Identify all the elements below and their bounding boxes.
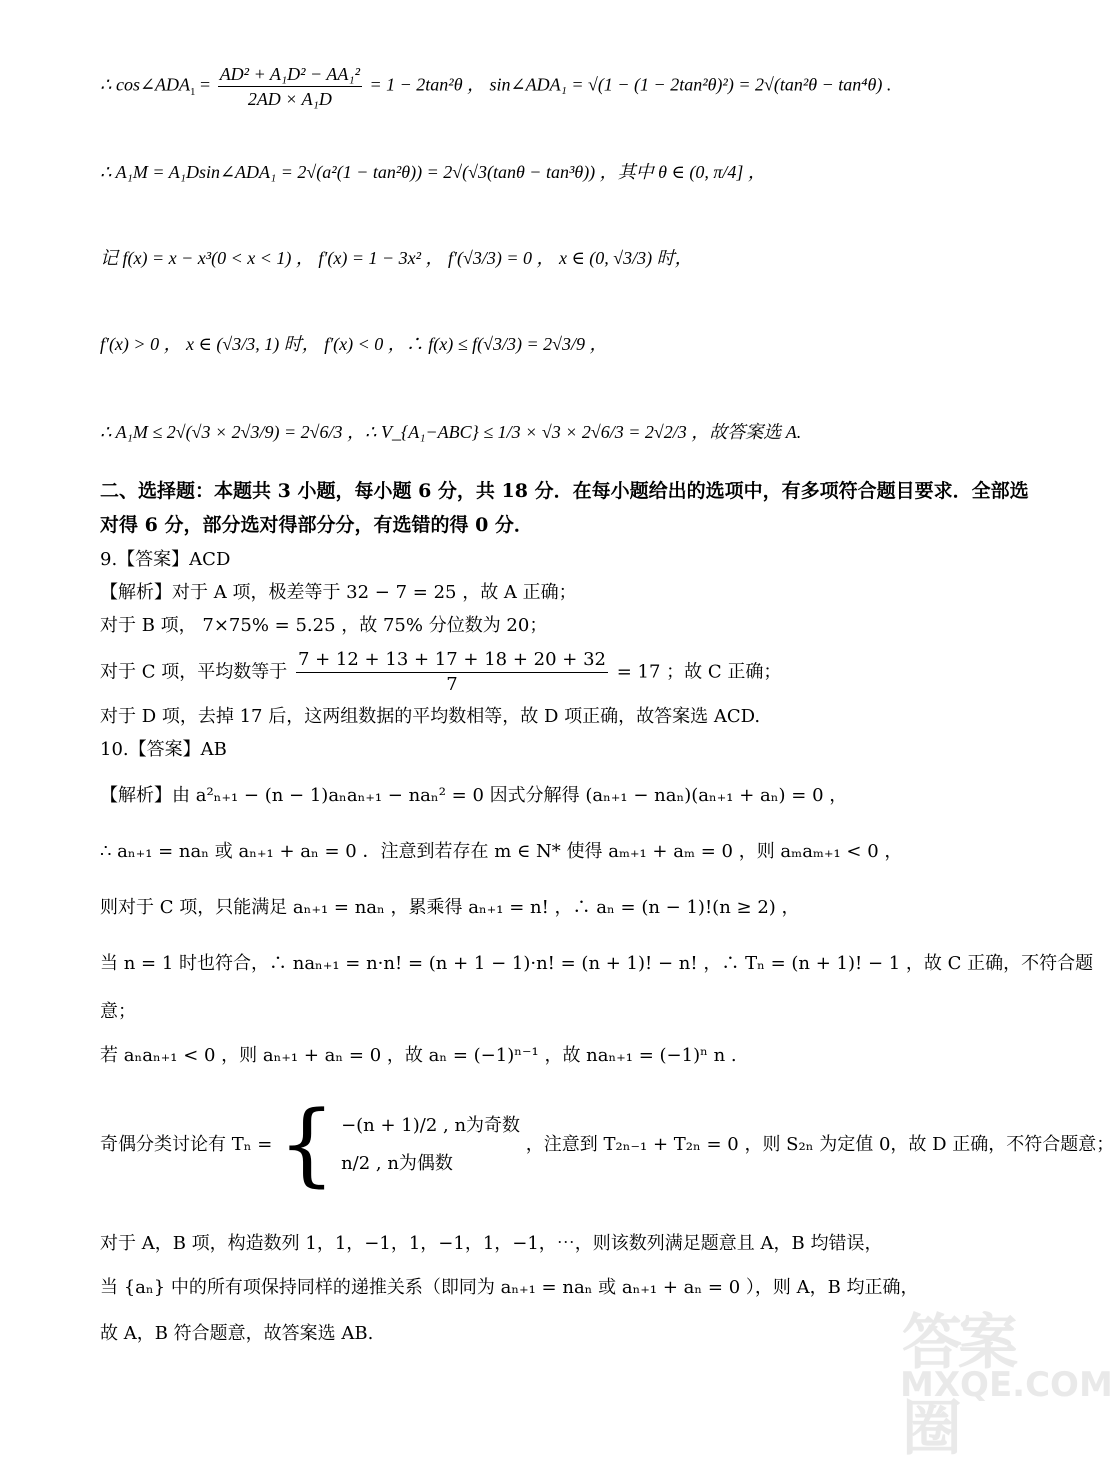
watermark-en-text: MXQE.COM [900,1365,1113,1405]
q9-c-label: 对于 C 项，平均数等于 [100,661,288,683]
piecewise-label: 奇偶分类讨论有 Tₙ = [100,1134,273,1155]
sin-expression: = 1 − 2tan²θ ， sin∠ADA₁ = √(1 − (1 − 2tan²θ)²) = 2√(tan²θ − tan⁴θ) . [369,74,892,95]
q10-answer: 10.【答案】AB [100,739,227,760]
q9-answer: 9.【答案】ACD [100,549,231,570]
derivation-line-4: f′(x) > 0 ， x ∈ (√3/3, 1) 时， f′(x) < 0 ，∴ f(x) ≤ f(√3/3) = 2√3/9 ， [100,334,608,354]
piecewise-case-odd: −(n + 1)/2 , n为奇数 [341,1115,521,1136]
derivation-line-5: ∴ A₁M ≤ 2√(√3 × 2√3/9) = 2√6/3 ，∴ V_{A₁−ABC} ≤ 1/3 × √3 × 2√6/3 = 2√2/3 ，故答案选 A. [100,422,802,442]
q10-analysis-5: 若 aₙaₙ₊₁ < 0 ，则 aₙ₊₁ + aₙ = 0 ，故 aₙ = (−1)ⁿ⁻¹ ，故 naₙ₊₁ = (−1)ⁿ n . [100,1045,737,1066]
derivation-line-2: ∴ A₁M = A₁Dsin∠ADA₁ = 2√(a²(1 − tan²θ)) = 2√(√3(tanθ − tan³θ)) ，其中 θ ∈ (0, π/4] ， [100,162,766,182]
site-watermark [892,1295,1113,1464]
mean-fraction [296,648,608,697]
section-2-heading: 二、选择题：本题共 3 小题，每小题 6 分，共 18 分．在每小题给出的选项中，有多项符合题目要求．全部选对得 6 分，部分选对得部分分，有选错的得 0 分． [100,480,1029,536]
watermark-cn-text: 答案圈 [902,1308,1014,1464]
q10-analysis-7: 对于 A，B 项，构造数列 1，1，−1，1，−1，1，−1，⋯，则该数列满足题意且 A，B 均错误， [100,1233,883,1254]
q9-analysis-b: 对于 B 项， 7×75% = 5.25 ，故 75% 分位数为 20； [100,615,548,636]
q10-analysis-3: 则对于 C 项，只能满足 aₙ₊₁ = naₙ ，累乘得 aₙ₊₁ = n! ，∴ aₙ = (n − 1)!(n ≥ 2) ， [100,897,800,918]
piecewise-conclusion: ，注意到 T₂ₙ₋₁ + T₂ₙ = 0 ，则 S₂ₙ 为定值 0，故 D 正确，不符合题意； [525,1134,1114,1155]
piecewise-brace: { [278,1092,336,1197]
derivation-line-1: ∴ $\cos\angle ADA_1$ = $\frac{\text{AD² + A₁D² − AA₁²}}{\text{2AD × A₁D}}$ = 1 − 2tan²θ ， sin∠ADA₁ = √(1 − (1 − 2tan²θ)²) = 2√(tan²θ − tan⁴θ) . [100,64,892,109]
q10-analysis-4b: 意； [100,1001,136,1022]
cos-expression: ∴ cos∠ADA [100,74,191,95]
piecewise-case-even: n/2 , n为偶数 [341,1153,453,1174]
q10-analysis-6 [100,1092,1114,1197]
piecewise-cases [341,1107,520,1183]
cos-fraction-denominator: 2AD × A₁D [247,89,332,109]
mean-fraction-denominator: 7 [446,674,458,695]
q10-analysis-4: 当 n = 1 时也符合，∴ naₙ₊₁ = n·n! = (n + 1 − 1)·n! = (n + 1)! − n! ，∴ Tₙ = (n + 1)! − 1 ，故 C 正确，不符合题 [100,953,1094,974]
q10-analysis-8: 当 {aₙ} 中的所有项保持同样的递推关系（即同为 aₙ₊₁ = naₙ 或 aₙ₊₁ + aₙ = 0 ），则 A，B 均正确， [100,1277,919,1298]
q9-analysis-d: 对于 D 项，去掉 17 后，这两组数据的平均数相等，故 D 项正确，故答案选 ACD. [100,706,761,727]
q10-analysis-2: ∴ aₙ₊₁ = naₙ 或 aₙ₊₁ + aₙ = 0 ．注意到若存在 m ∈ N* 使得 aₘ₊₁ + aₘ = 0 ，则 aₘaₘ₊₁ < 0 ， [100,841,903,862]
cos-fraction [218,62,362,111]
q10-analysis-9: 故 A，B 符合题意，故答案选 AB. [100,1323,374,1344]
mean-fraction-numerator: 7 + 12 + 13 + 17 + 18 + 20 + 32 [296,648,608,673]
derivation-line-3: 记 f(x) = x − x³(0 < x < 1) ， f′(x) = 1 − 3x² ， f′(√3/3) = 0 ， x ∈ (0, √3/3) 时， [100,248,693,268]
q9-analysis-a: 【解析】对于 A 项，极差等于 32 − 7 = 25 ，故 A 正确； [100,582,577,603]
q9-analysis-c [100,648,1040,697]
cos-fraction-numerator: AD² + A₁D² − AA₁² [218,62,362,87]
q10-analysis-1: 【解析】由 a²ₙ₊₁ − (n − 1)aₙaₙ₊₁ − naₙ² = 0 因式分解得 (aₙ₊₁ − naₙ)(aₙ₊₁ + aₙ) = 0 ， [100,785,848,806]
q9-c-result: = 17 ；故 C 正确； [616,661,782,683]
